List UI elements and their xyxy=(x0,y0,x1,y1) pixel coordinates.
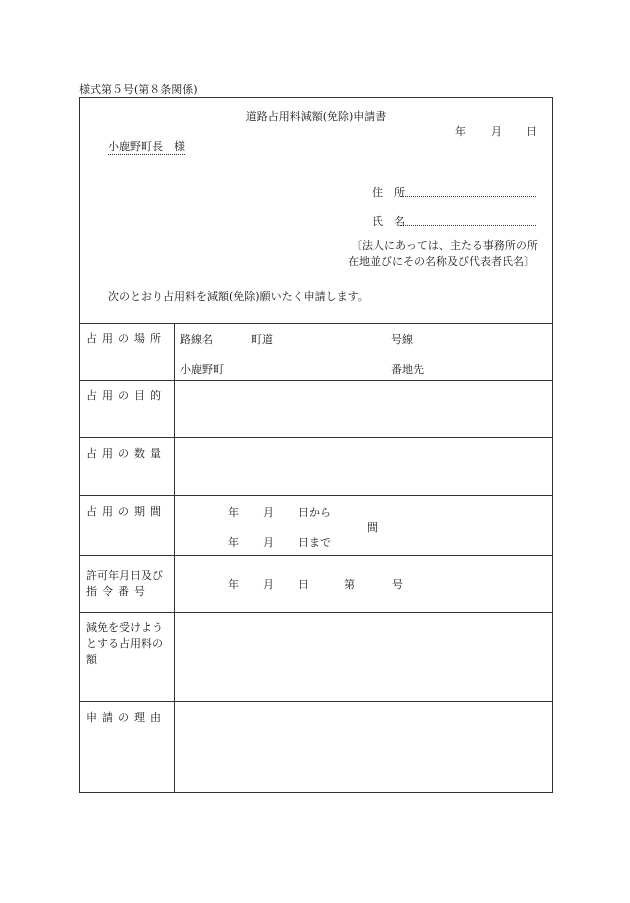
row-line-3 xyxy=(80,495,552,496)
permit-label-line2: 指令番号 xyxy=(86,585,150,598)
row-line-5 xyxy=(80,612,552,613)
reason-label: 申請の理由 xyxy=(86,711,166,724)
town-label: 小鹿野町 xyxy=(180,363,224,376)
period-to-month: 月 xyxy=(263,536,274,549)
location-label: 占用の場所 xyxy=(86,332,166,345)
name-label: 氏 名 xyxy=(372,215,405,228)
reduction-label-line1: 減免を受けよう xyxy=(86,621,163,634)
period-from-month: 月 xyxy=(263,506,274,519)
purpose-label: 占用の目的 xyxy=(86,389,166,402)
permit-month: 月 xyxy=(263,578,274,591)
town-road-label: 町道 xyxy=(251,333,273,346)
row-line-2 xyxy=(80,437,552,438)
address-line xyxy=(400,196,536,197)
reduction-label-line3: 額 xyxy=(86,653,97,666)
date-year: 年 xyxy=(455,125,466,138)
row-line-1 xyxy=(80,380,552,381)
route-name-label: 路線名 xyxy=(180,333,213,346)
address-label: 住 所 xyxy=(372,186,405,199)
permit-day: 日 xyxy=(298,578,309,591)
route-number-label: 号線 xyxy=(391,333,413,346)
request-statement: 次のとおり占用料を減額(免除)願いたく申請します。 xyxy=(108,290,369,303)
period-from-day: 日から xyxy=(298,506,331,519)
quantity-label: 占用の数量 xyxy=(86,447,166,460)
period-duration: 間 xyxy=(367,521,378,534)
reduction-label-line2: とする占用料の xyxy=(86,637,163,650)
permit-label-line1: 許可年月日及び xyxy=(86,569,163,582)
corporate-note-line2: 在地並びにその名称及び代表者氏名〕 xyxy=(348,255,535,268)
addressee: 小鹿野町長 様 xyxy=(108,140,185,153)
row-line-4 xyxy=(80,555,552,556)
lot-label: 番地先 xyxy=(391,363,424,376)
period-from-year: 年 xyxy=(228,506,239,519)
name-line xyxy=(400,225,536,226)
corporate-note-line1: 〔法人にあっては、主たる事務所の所 xyxy=(351,239,538,252)
date-day: 日 xyxy=(526,125,537,138)
period-to-day: 日まで xyxy=(298,536,331,549)
date-month: 月 xyxy=(491,125,502,138)
permit-no-prefix: 第 xyxy=(344,578,355,591)
name-field xyxy=(372,213,536,229)
application-form xyxy=(79,97,553,793)
table-top-line xyxy=(80,323,552,324)
row-line-6 xyxy=(80,701,552,702)
form-title: 道路占用料減額(免除)申請書 xyxy=(245,110,387,123)
period-label: 占用の期間 xyxy=(86,505,166,518)
label-column-divider xyxy=(174,323,175,793)
permit-no-suffix: 号 xyxy=(392,578,403,591)
permit-year: 年 xyxy=(228,578,239,591)
address-field xyxy=(372,184,536,200)
form-number: 様式第５号(第８条関係) xyxy=(79,83,198,96)
period-to-year: 年 xyxy=(228,536,239,549)
